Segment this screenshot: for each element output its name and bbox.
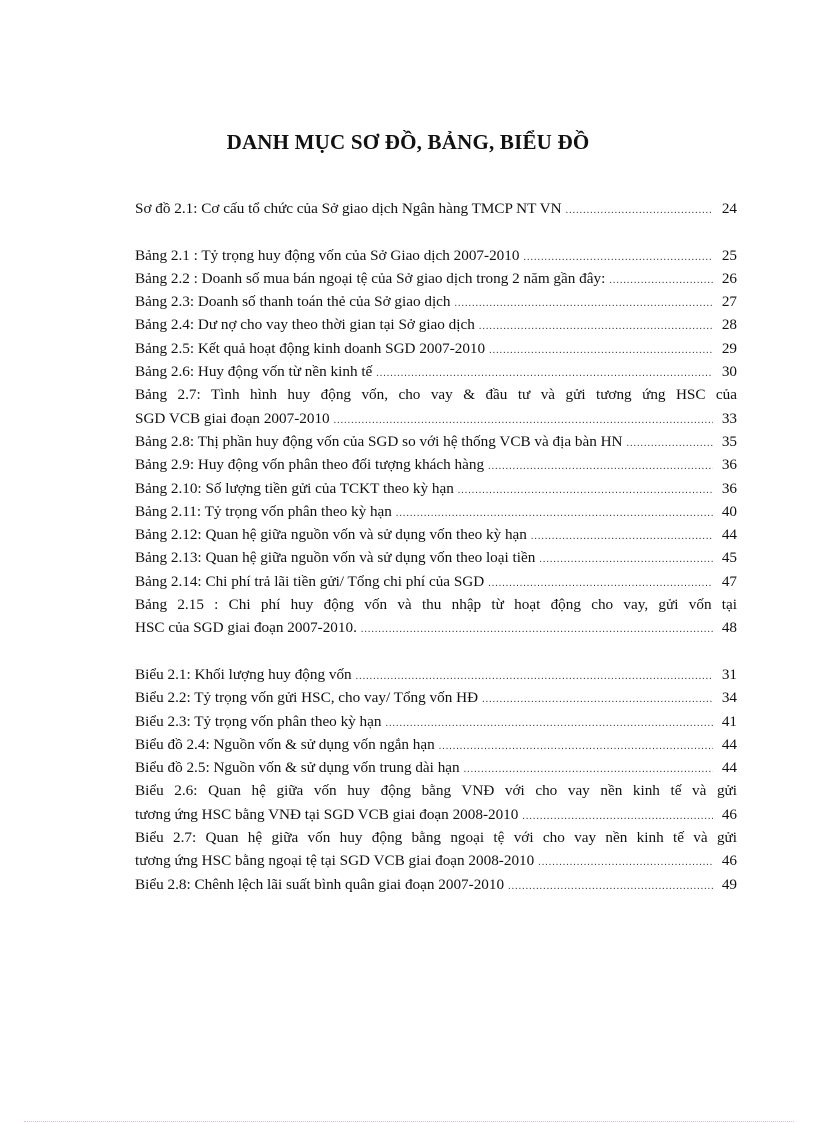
page-number: 25 xyxy=(721,246,737,264)
entry-label: Biểu đồ 2.4: Nguồn vốn & sử dụng vốn ngắn hạn xyxy=(135,735,435,753)
entry-label: Bảng 2.15 : Chi phí huy động vốn và thu nhập từ hoạt động cho vay, gửi vốn tại xyxy=(135,596,737,614)
entry-label: Bảng 2.3: Doanh số thanh toán thẻ của Sở giao dịch xyxy=(135,293,451,311)
entry-label: Bảng 2.1 : Tỷ trọng huy động vốn của Sở Giao dịch 2007-2010 xyxy=(135,246,520,264)
toc-entry-chart-cont[interactable] xyxy=(135,849,737,872)
page-number: 31 xyxy=(721,665,737,683)
toc-entry-table[interactable] xyxy=(135,267,737,290)
toc-entry-table[interactable] xyxy=(135,546,737,569)
toc-entry-chart[interactable] xyxy=(135,710,737,733)
toc-entry-table[interactable] xyxy=(135,523,737,546)
dot-leader xyxy=(386,712,714,735)
page-number: 46 xyxy=(721,852,737,870)
entry-label: Bảng 2.6: Huy động vốn từ nền kinh tế xyxy=(135,363,373,381)
entry-label: Biểu 2.8: Chênh lệch lãi suất bình quân giai đoạn 2007-2010 xyxy=(135,875,505,893)
dot-leader xyxy=(627,432,713,455)
page-number: 49 xyxy=(721,875,737,893)
entry-label: Bảng 2.2 : Doanh số mua bán ngoại tệ của Sở giao dịch trong 2 năm gần đây: xyxy=(135,269,606,287)
toc-entry-table[interactable] xyxy=(135,313,737,336)
page-number: 44 xyxy=(721,526,737,544)
dot-leader xyxy=(356,665,713,688)
toc-entry-table[interactable] xyxy=(135,244,737,267)
entry-label: Bảng 2.13: Quan hệ giữa nguồn vốn và sử dụng vốn theo loại tiền xyxy=(135,549,536,567)
toc-entry-table-cont[interactable] xyxy=(135,407,737,430)
dot-leader xyxy=(531,525,713,548)
toc-entry-chart[interactable] xyxy=(135,826,737,849)
toc-entry-table[interactable] xyxy=(135,290,737,313)
toc-entry-diagram[interactable] xyxy=(135,197,737,220)
entry-label-cont: SGD VCB giai đoạn 2007-2010 xyxy=(135,409,330,427)
entry-label: Bảng 2.8: Thị phần huy động vốn của SGD so với hệ thống VCB và địa bàn HN xyxy=(135,432,623,450)
entry-label: Biểu 2.7: Quan hệ giữa vốn huy động bằng ngoại tệ với cho vay nền kinh tế và gửi xyxy=(135,829,737,847)
page-number: 40 xyxy=(721,502,737,520)
entry-label: Bảng 2.5: Kết quả hoạt động kinh doanh SGD 2007-2010 xyxy=(135,339,486,357)
toc-list xyxy=(135,197,737,896)
dot-leader xyxy=(464,758,713,781)
entry-label: Biểu đồ 2.5: Nguồn vốn & sử dụng vốn trung dài hạn xyxy=(135,759,460,777)
entry-label: Bảng 2.4: Dư nợ cho vay theo thời gian tại Sở giao dịch xyxy=(135,316,475,334)
dot-leader xyxy=(508,875,713,898)
entry-label: Bảng 2.14: Chi phí trả lãi tiền gửi/ Tổng chi phí của SGD xyxy=(135,572,485,590)
entry-label: Bảng 2.11: Tỷ trọng vốn phân theo kỳ hạn xyxy=(135,502,392,520)
dot-leader xyxy=(482,688,713,711)
dot-leader xyxy=(489,339,713,362)
toc-entry-chart[interactable] xyxy=(135,663,737,686)
entry-label-cont: HSC của SGD giai đoạn 2007-2010. xyxy=(135,619,357,637)
entry-label: Biểu 2.3: Tỷ trọng vốn phân theo kỳ hạn xyxy=(135,712,382,730)
dot-leader xyxy=(566,199,713,222)
entry-label: Biểu 2.6: Quan hệ giữa vốn huy động bằng VNĐ với cho vay nền kinh tế và gửi xyxy=(135,782,737,800)
page-number: 28 xyxy=(721,316,737,334)
dot-leader xyxy=(538,851,713,874)
toc-entry-chart[interactable] xyxy=(135,779,737,802)
toc-entry-table[interactable] xyxy=(135,360,737,383)
page-number: 36 xyxy=(721,456,737,474)
dot-leader xyxy=(376,362,713,385)
page-number: 34 xyxy=(721,689,737,707)
page-number: 41 xyxy=(721,712,737,730)
page-number: 45 xyxy=(721,549,737,567)
toc-entry-table[interactable] xyxy=(135,477,737,500)
toc-entry-table[interactable] xyxy=(135,453,737,476)
page-number: 29 xyxy=(721,339,737,357)
page-number: 26 xyxy=(721,269,737,287)
toc-entry-chart[interactable] xyxy=(135,873,737,896)
dot-leader xyxy=(458,479,713,502)
toc-entry-chart[interactable] xyxy=(135,686,737,709)
toc-entry-table[interactable] xyxy=(135,430,737,453)
page-boundary-divider xyxy=(24,1121,794,1122)
entry-label: Bảng 2.9: Huy động vốn phân theo đối tượng khách hàng xyxy=(135,456,485,474)
toc-entry-table[interactable] xyxy=(135,500,737,523)
dot-leader xyxy=(539,548,713,571)
page-number: 44 xyxy=(721,759,737,777)
entry-label: Sơ đồ 2.1: Cơ cấu tổ chức của Sở giao dịch Ngân hàng TMCP NT VN xyxy=(135,200,562,217)
dot-leader xyxy=(488,455,713,478)
dot-leader xyxy=(488,572,713,595)
entry-label: Biểu 2.1: Khối lượng huy động vốn xyxy=(135,665,352,683)
toc-entry-table[interactable] xyxy=(135,593,737,616)
page-number: 30 xyxy=(721,363,737,381)
toc-entry-table[interactable] xyxy=(135,383,737,406)
dot-leader xyxy=(523,246,713,269)
toc-entry-chart-cont[interactable] xyxy=(135,803,737,826)
dot-leader xyxy=(609,269,713,292)
dot-leader xyxy=(522,805,713,828)
page-number: 36 xyxy=(721,479,737,497)
page-number: 48 xyxy=(721,619,737,637)
page-number: 27 xyxy=(721,293,737,311)
entry-label: Bảng 2.12: Quan hệ giữa nguồn vốn và sử dụng vốn theo kỳ hạn xyxy=(135,526,527,544)
page-title: DANH MỤC SƠ ĐỒ, BẢNG, BIỂU ĐỒ xyxy=(226,130,590,154)
entry-label-cont: tương ứng HSC bằng VNĐ tại SGD VCB giai đoạn 2008-2010 xyxy=(135,805,519,823)
page-number: 33 xyxy=(721,409,737,427)
page-number: 44 xyxy=(721,735,737,753)
toc-entry-table-cont[interactable] xyxy=(135,616,737,639)
dot-leader xyxy=(479,315,713,338)
entry-label: Bảng 2.7: Tình hình huy động vốn, cho vay & đầu tư và gửi tương ứng HSC của xyxy=(135,386,737,404)
entry-label-cont: tương ứng HSC bằng ngoại tệ tại SGD VCB giai đoạn 2008-2010 xyxy=(135,852,535,870)
toc-entry-table[interactable] xyxy=(135,337,737,360)
toc-entry-chart[interactable] xyxy=(135,733,737,756)
page-number: 47 xyxy=(721,572,737,590)
dot-leader xyxy=(334,409,713,432)
entry-label: Bảng 2.10: Số lượng tiền gửi của TCKT theo kỳ hạn xyxy=(135,479,454,497)
dot-leader xyxy=(396,502,713,525)
page-number: 46 xyxy=(721,805,737,823)
page-number: 35 xyxy=(721,432,737,450)
dot-leader xyxy=(439,735,713,758)
dot-leader xyxy=(455,292,713,315)
dot-leader xyxy=(361,618,713,641)
entry-label: Biểu 2.2: Tỷ trọng vốn gửi HSC, cho vay/ Tổng vốn HĐ xyxy=(135,689,479,707)
page-number: 24 xyxy=(721,200,737,217)
toc-entry-chart[interactable] xyxy=(135,756,737,779)
toc-entry-table[interactable] xyxy=(135,570,737,593)
